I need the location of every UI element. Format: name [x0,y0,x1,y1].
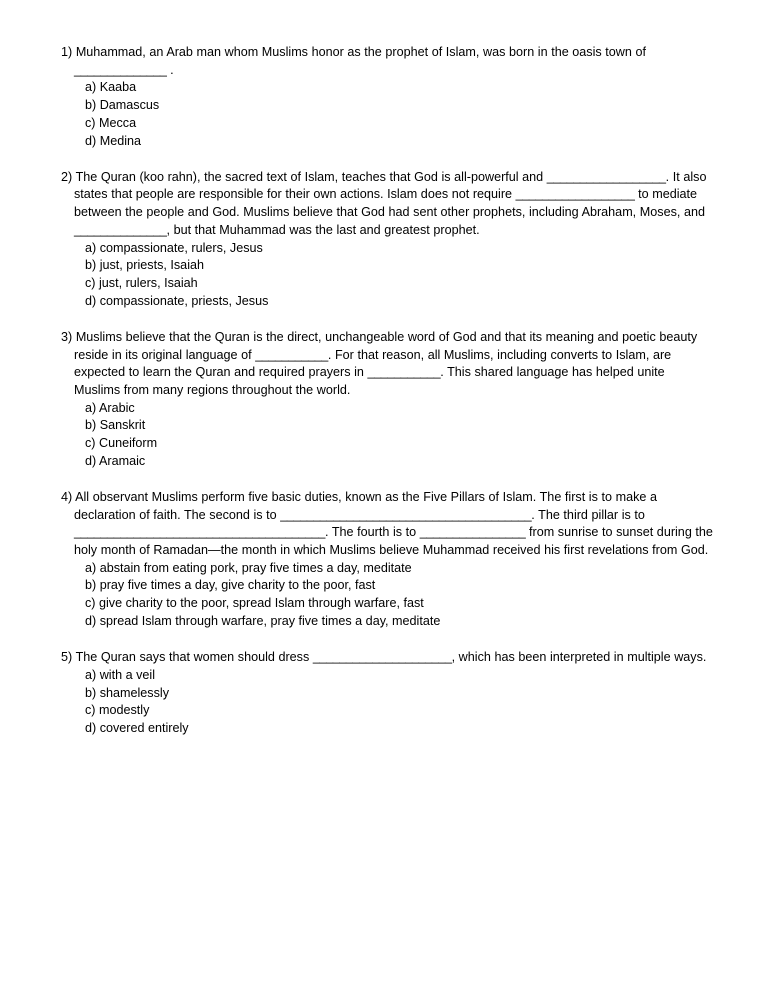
option-label: Medina [99,133,142,148]
option-label: give charity to the poor, spread Islam through warfare, fast [99,596,424,611]
answer-option[interactable] [61,275,714,293]
answer-option[interactable] [61,595,714,613]
option-marker: b) [85,578,97,593]
option-label: abstain from eating pork, pray five times a day, meditate [99,560,412,575]
question-number: 4) [61,489,73,504]
question-block [61,169,714,311]
question-prompt [61,44,714,79]
fill-in-blank[interactable]: _____________________ [312,650,452,665]
question-text-segment: . It also states that people are responsible for their own actions. Islam does not require [74,169,707,202]
option-label: Kaaba [99,80,137,95]
question-text-segment: , which has been interpreted in multiple ways. [451,650,707,665]
option-marker: c) [85,703,96,718]
option-marker: d) [85,720,97,735]
answer-option[interactable] [61,417,714,435]
option-marker: c) [85,596,96,611]
option-marker: a) [85,240,97,255]
answer-option-list [61,240,714,311]
option-label: just, rulers, Isaiah [99,275,198,290]
question-prompt [61,169,714,240]
option-label: Arabic [99,400,135,415]
option-label: modestly [99,703,150,718]
answer-option[interactable] [61,240,714,258]
fill-in-blank[interactable]: ______________________________________ [74,525,325,540]
fill-in-blank[interactable]: ________________ [419,525,526,540]
question-text-segment: . For that reason, all Muslims, including converts to Islam, are expected to learn the Quran and required prayers in [74,347,672,380]
option-marker: b) [85,418,97,433]
answer-option[interactable] [61,435,714,453]
answer-option-list [61,79,714,150]
answer-option[interactable] [61,133,714,151]
option-label: just, priests, Isaiah [99,258,204,273]
answer-option[interactable] [61,293,714,311]
fill-in-blank[interactable]: __________________ [546,169,666,184]
answer-option-list [61,667,714,738]
option-marker: b) [85,258,97,273]
question-text-segment: The Quran (koo rahn), the sacred text of Islam, teaches that God is all-powerful and [75,169,547,184]
option-marker: a) [85,400,97,415]
option-marker: c) [85,436,96,451]
question-text-segment: . The third pillar is to [531,507,645,522]
option-marker: c) [85,275,96,290]
answer-option[interactable] [61,613,714,631]
fill-in-blank[interactable]: ___________ [367,365,441,380]
option-marker: c) [85,115,96,130]
option-label: Mecca [99,115,137,130]
answer-option[interactable] [61,257,714,275]
question-text-segment: The Quran says that women should dress [75,650,313,665]
option-label: compassionate, priests, Jesus [99,293,269,308]
question-block [61,649,714,738]
answer-option-list [61,560,714,631]
option-marker: a) [85,80,97,95]
answer-option[interactable] [61,685,714,703]
answer-option[interactable] [61,720,714,738]
option-marker: b) [85,685,97,700]
option-label: covered entirely [99,720,189,735]
option-marker: d) [85,293,97,308]
question-block [61,329,714,471]
answer-option[interactable] [61,667,714,685]
option-label: Damascus [99,98,160,113]
option-label: Sanskrit [99,418,146,433]
option-label: Cuneiform [99,436,158,451]
option-label: compassionate, rulers, Jesus [99,240,263,255]
question-number: 1) [61,45,73,59]
question-block [61,44,714,150]
answer-option[interactable] [61,115,714,133]
answer-option[interactable] [61,560,714,578]
question-text-segment: Muslims believe that the Quran is the direct, unchangeable word of God and that its meaning and poetic beauty reside in its original language of [74,329,698,362]
fill-in-blank[interactable]: ______________ [74,62,167,77]
answer-option[interactable] [61,400,714,418]
option-marker: a) [85,667,97,682]
question-text-segment: , but that Muhammad was the last and greatest prophet. [166,222,480,237]
option-label: with a veil [99,667,155,682]
question-number: 5) [61,650,73,665]
option-marker: d) [85,133,97,148]
question-text-segment: . This shared language has helped unite Muslims from many regions throughout the world. [74,365,665,397]
question-prompt [61,329,714,400]
answer-option[interactable] [61,702,714,720]
fill-in-blank[interactable]: __________________ [515,187,635,202]
question-text-segment: . The fourth is to [324,525,420,540]
question-number: 2) [61,169,73,184]
question-prompt [61,489,714,560]
option-marker: d) [85,453,97,468]
option-label: shamelessly [99,685,169,700]
answer-option[interactable] [61,97,714,115]
option-label: pray five times a day, give charity to the poor, fast [99,578,376,593]
fill-in-blank[interactable]: ______________ [74,222,167,237]
fill-in-blank[interactable]: ______________________________________ [280,507,532,522]
option-marker: d) [85,613,97,628]
option-marker: b) [85,98,97,113]
question-prompt [61,649,714,667]
answer-option[interactable] [61,453,714,471]
answer-option-list [61,400,714,471]
question-text-segment: Muhammad, an Arab man whom Muslims honor as the prophet of Islam, was born in the oasis town of [75,45,647,59]
answer-option[interactable] [61,577,714,595]
option-label: spread Islam through warfare, pray five times a day, meditate [99,613,441,628]
option-marker: a) [85,560,97,575]
question-text-segment: All observant Muslims perform five basic duties, known as the Five Pillars of Islam. The first is to make a declaration of faith. The second is to [74,489,657,522]
answer-option[interactable] [61,79,714,97]
question-text-segment: to mediate between the people and God. Muslims believe that God had sent other prophets, including Abraham, Moses, and [74,187,705,220]
quiz-question-list [61,44,714,738]
fill-in-blank[interactable]: ___________ [255,347,328,362]
question-text-segment: . [166,62,174,77]
question-number: 3) [61,329,73,344]
option-label: Aramaic [99,453,146,468]
question-text-segment: from sunrise to sunset during the holy month of Ramadan—the month in which Muslims believe Muhammad received his first revelations from God. [74,525,713,558]
question-block [61,489,714,631]
